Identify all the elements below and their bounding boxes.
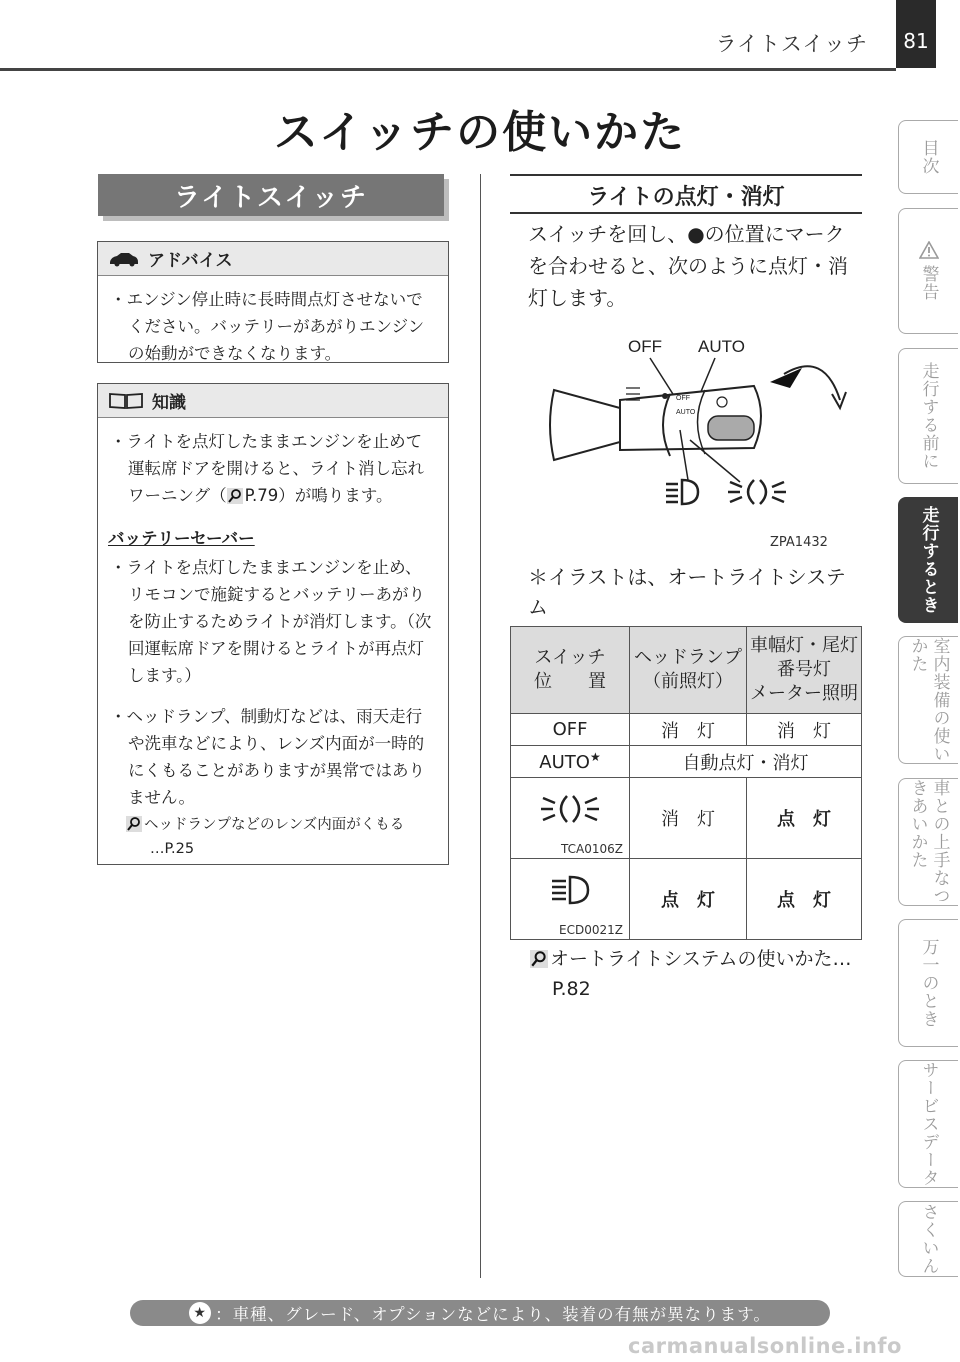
- auto-light-reference[interactable]: オートライトシステムの使いかた… P.82: [530, 944, 866, 1004]
- tail-lamp-figure-icon: [728, 480, 786, 504]
- col-header-headlamp: ヘッドランプ （前照灯）: [630, 627, 747, 714]
- table-row: [511, 778, 862, 859]
- footer-text: ：車種、グレード、オプションなどにより、装着の有無が異なります。: [215, 1305, 771, 1324]
- figure-label-off: OFF: [628, 337, 662, 356]
- knowledge-bullet-2: ・ライトを点灯したままエンジンを止め、リモコンで施錠するとバッテリーあがりを防止するためライトが消灯します。（次回運転席ドアを開けるとライトが再点灯します。）: [110, 558, 432, 685]
- cell-position-icon: [511, 778, 630, 859]
- advice-heading: アドバイス: [148, 251, 233, 271]
- cell-tail: 消 灯: [747, 714, 862, 746]
- switch-label-auto: AUTO: [676, 409, 696, 416]
- knowledge-ref-link[interactable]: P.79: [244, 486, 279, 505]
- cell-headlamp: 点 灯: [630, 859, 747, 940]
- lens-fog-ref-page: …P.25: [150, 841, 195, 857]
- tab-service-data[interactable]: サービスデータ: [898, 1060, 958, 1188]
- icon-code: TCA0106Z: [561, 842, 623, 856]
- table-row: [511, 714, 862, 746]
- illustration-note: ＊イラストは、オートライトシステム: [528, 565, 846, 619]
- page-number: 81: [896, 0, 936, 68]
- heading-rule-top: [510, 174, 862, 176]
- icon-code: ECD0021Z: [559, 923, 623, 937]
- star-mark: ★: [589, 750, 601, 764]
- table-header-row: [511, 627, 862, 714]
- tail-lamp-icon: [539, 794, 601, 824]
- headlamp-icon: [550, 875, 590, 905]
- cell-tail: 点 灯: [747, 778, 862, 859]
- reference-icon: [227, 488, 243, 504]
- watermark: carmanualsonline.info: [628, 1334, 902, 1358]
- cell-position: AUTO★: [511, 746, 630, 778]
- headlamp-figure-icon: [666, 480, 698, 504]
- knowledge-bullet-3: ・ヘッドランプ、制動灯などは、雨天走行や洗車などにより、レンズ内面が一時的にくもることがありますが異常ではありません。: [110, 707, 425, 807]
- warning-icon: [919, 241, 939, 259]
- tab-while-driving[interactable]: 走行するとき: [898, 497, 958, 623]
- tab-contents[interactable]: 目次: [898, 120, 958, 194]
- column-divider: [480, 174, 481, 1278]
- cell-tail: 点 灯: [747, 859, 862, 940]
- light-on-off-heading: ライトの点灯・消灯: [587, 185, 785, 210]
- light-switch-illustration: [540, 330, 860, 530]
- footer-note: [130, 1300, 830, 1326]
- switch-label-off: OFF: [676, 395, 690, 402]
- col-header-switch-position: スイッチ 位 置: [511, 627, 630, 714]
- table-row: [511, 859, 862, 940]
- cell-auto-merged: 自動点灯・消灯: [630, 746, 862, 778]
- header-rule: [0, 68, 896, 71]
- knowledge-bullet-1: ・ライトを点灯したままエンジンを止めて運転席ドアを開けると、ライト消し忘れワーニング（ P.79）が鳴ります。: [110, 432, 425, 505]
- cell-position-icon: [511, 859, 630, 940]
- advice-header: [98, 242, 448, 276]
- heading-rule-bottom: [510, 212, 862, 214]
- header-title: ライトスイッチ: [715, 32, 868, 56]
- figure-code: ZPA1432: [770, 535, 828, 550]
- star-icon: ★: [189, 1302, 211, 1324]
- col-header-tail: 車幅灯・尾灯 番号灯 メーター照明: [747, 627, 862, 714]
- knowledge-header: [98, 384, 448, 418]
- tab-before-driving[interactable]: 走行する前に: [898, 348, 958, 484]
- knowledge-heading: 知識: [152, 393, 186, 413]
- reference-icon: [530, 950, 548, 968]
- tab-index[interactable]: さくいん: [898, 1201, 958, 1277]
- tab-emergency[interactable]: 万一のとき: [898, 919, 958, 1047]
- book-icon: [108, 392, 144, 410]
- reference-icon: [126, 816, 142, 832]
- cell-position: OFF: [511, 714, 630, 746]
- cell-headlamp: 消 灯: [630, 778, 747, 859]
- lens-fog-reference[interactable]: ヘッドランプなどのレンズ内面がくもる …P.25: [108, 813, 438, 861]
- tab-car-care[interactable]: 車との上手なつきあいかた: [898, 778, 958, 906]
- page-title: スイッチの使いかた: [273, 107, 687, 158]
- battery-saver-heading: バッテリーセーバー: [108, 529, 255, 548]
- instruction-text: スイッチを回し、●の位置にマークを合わせると、次のように点灯・消灯します。: [528, 222, 848, 310]
- light-switch-table: [510, 626, 862, 940]
- table-row: [511, 746, 862, 778]
- advice-box: [97, 241, 449, 363]
- advice-bullet: ・エンジン停止時に長時間点灯させないでください。バッテリーがあがりエンジンの始動ができなくなります。: [110, 290, 425, 363]
- section-banner: ライトスイッチ: [98, 174, 444, 216]
- car-icon: [108, 251, 140, 267]
- cell-headlamp: 消 灯: [630, 714, 747, 746]
- tab-interior-equipment[interactable]: 室内装備の使いかた: [898, 636, 958, 764]
- figure-label-auto: AUTO: [698, 337, 745, 356]
- tab-warning[interactable]: 警告: [898, 208, 958, 334]
- knowledge-box: [97, 383, 449, 865]
